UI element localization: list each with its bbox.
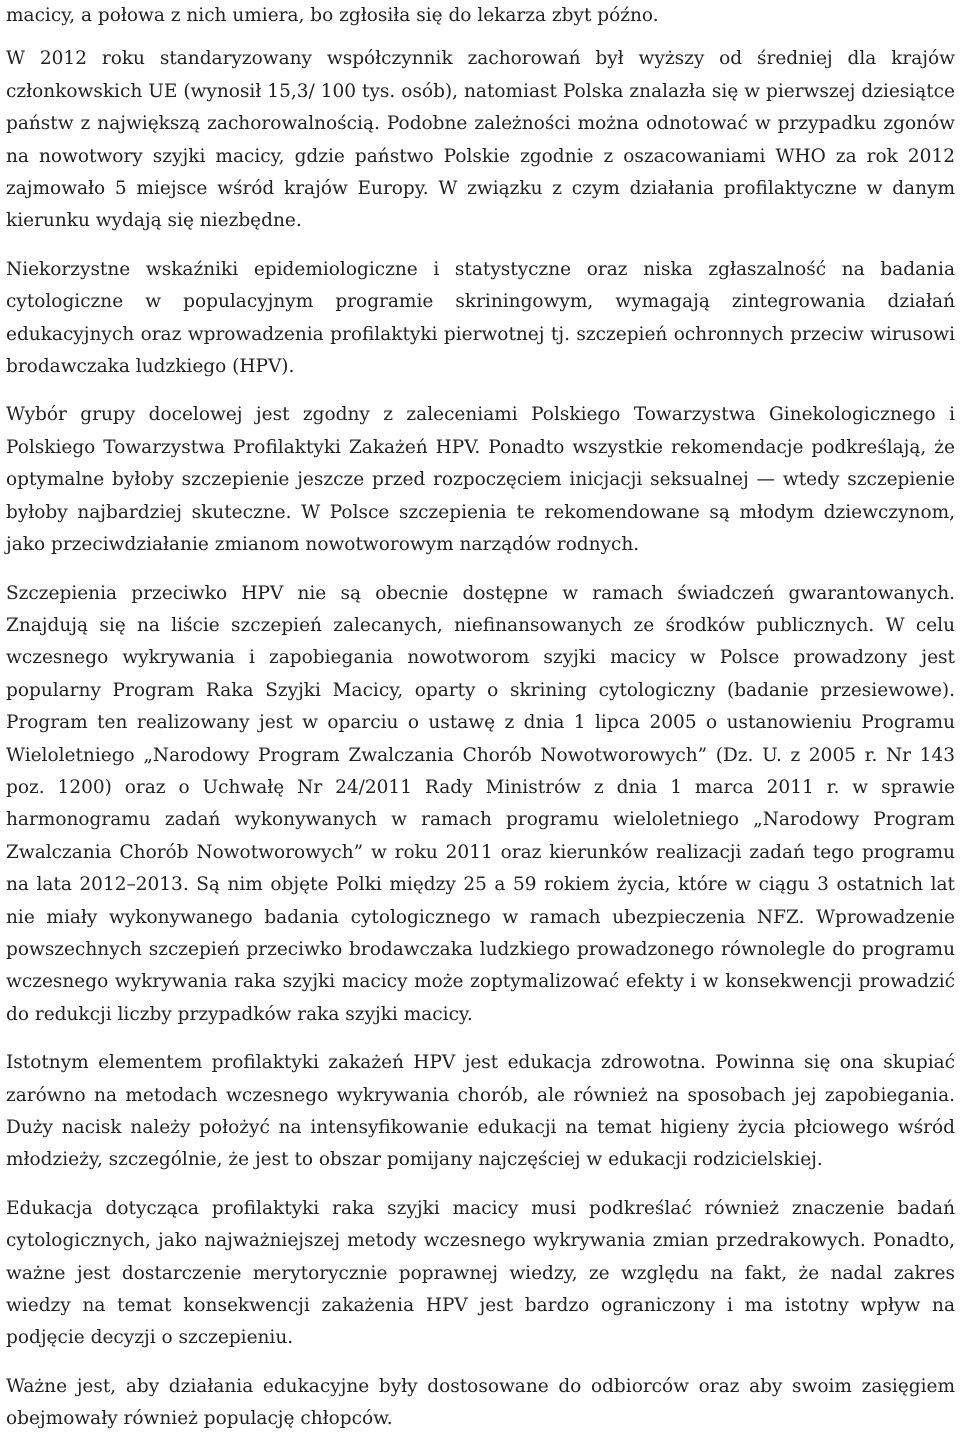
paragraph-8: Ważne jest, aby działania edukacyjne były dostosowane do odbiorców oraz aby swoim zasięgiem obejmowały również populację chłopców.	[6, 1375, 955, 1430]
paragraph-4: Wybór grupy docelowej jest zgodny z zaleceniami Polskiego Towarzystwa Ginekologicznego i Polskiego Towarzystwa Profilaktyki Zakażeń HPV. Ponadto wszystkie rekomendacje podkreślają, że optymalne byłoby szczepienie jeszcze przed rozpoczęciem inicjacji seksualnej — wtedy szczepienie byłoby najbardziej skuteczne. W Polsce szczepienia te rekomendowane są młodym dziewczynom, jako przeciwdziałanie zmianom nowotworowym narządów rodnych.	[6, 404, 955, 556]
paragraph-3: Niekorzystne wskaźniki epidemiologiczne i statystyczne oraz niska zgłaszalność na badania cytologiczne w populacyjnym programie skriningowym, wymagają zintegrowania działań edukacyjnych oraz wprowadzenia profilaktyki pierwotnej tj. szczepień ochronnych przeciw wirusowi brodawczaka ludzkiego (HPV).	[6, 258, 955, 378]
paragraph-1: macicy, a połowa z nich umiera, bo zgłosiła się do lekarza zbyt późno.	[6, 5, 659, 26]
paragraph-7: Edukacja dotycząca profilaktyki raka szyjki macicy musi podkreślać również znaczenie badań cytologicznych, jako najważniejszej metody wczesnego wykrywania zmian przedrakowych. Ponadto, ważne jest dostarczenie merytorycznie poprawnej wiedzy, ze względu na fakt, że nadal zakres wiedzy na temat konsekwencji zakażenia HPV jest bardzo ograniczony i ma istotny wpływ na podjęcie decyzji o szczepieniu.	[6, 1197, 955, 1349]
paragraph-2: W 2012 roku standaryzowany współczynnik zachorowań był wyższy od średniej dla krajów członkowskich UE (wynosił 15,3/ 100 tys. osób), natomiast Polska znalazła się w pierwszej dziesiątce państw z największą zachorowalnością. Podobne zależności można odnotować w przypadku zgonów na nowotwory szyjki macicy, gdzie państwo Polskie zgodnie z oszacowaniami WHO za rok 2012 zajmowało 5 miejsce wśród krajów Europy. W związku z czym działania profilaktyczne w danym kierunku wydają się niezbędne.	[6, 48, 955, 232]
paragraph-5: Szczepienia przeciwko HPV nie są obecnie dostępne w ramach świadczeń gwarantowanych. Znajdują się na liście szczepień zalecanych, niefinansowanych ze środków publicznych. W celu wczesnego wykrywania i zapobiegania nowotworom szyjki macicy w Polsce prowadzony jest popularny Program Raka Szyjki Macicy, oparty o skrining cytologiczny (badanie przesiewowe). Program ten realizowany jest w oparciu o ustawę z dnia 1 lipca 2005 o ustanowieniu Programu Wieloletniego „Narodowy Program Zwalczania Chorób Nowotworowych” (Dz. U. z 2005 r. Nr 143 poz. 1200) oraz o Uchwałę Nr 24/2011 Rady Ministrów z dnia 1 marca 2011 r. w sprawie harmonogramu zadań wykonywanych w ramach programu wieloletniego „Narodowy Program Zwalczania Chorób Nowotworowych” w roku 2011 oraz kierunków realizacji zadań tego programu na lata 2012–2013. Są nim objęte Polki między 25 a 59 rokiem życia, które w ciągu 3 ostatnich lat nie miały wykonywanego badania cytologicznego w ramach ubezpieczenia NFZ. Wprowadzenie powszechnych szczepień przeciwko brodawczaka ludzkiego prowadzonego równolegle do programu wczesnego wykrywania raka szyjki macicy może zoptymalizować efekty i w konsekwencji prowadzić do redukcji liczby przypadków raka szyjki macicy.	[6, 582, 955, 1025]
paragraph-6: Istotnym elementem profilaktyki zakażeń HPV jest edukacja zdrowotna. Powinna się ona skupiać zarówno na metodach wczesnego wykrywania chorób, ale również na sposobach jej zapobiegania. Duży nacisk należy położyć na intensyfikowanie edukacji na temat higieny życia płciowego wśród młodzieży, szczególnie, że jest to obszar pomijany najczęściej w edukacji rodzicielskiej.	[6, 1052, 955, 1171]
document-page	[6, 0, 955, 1436]
